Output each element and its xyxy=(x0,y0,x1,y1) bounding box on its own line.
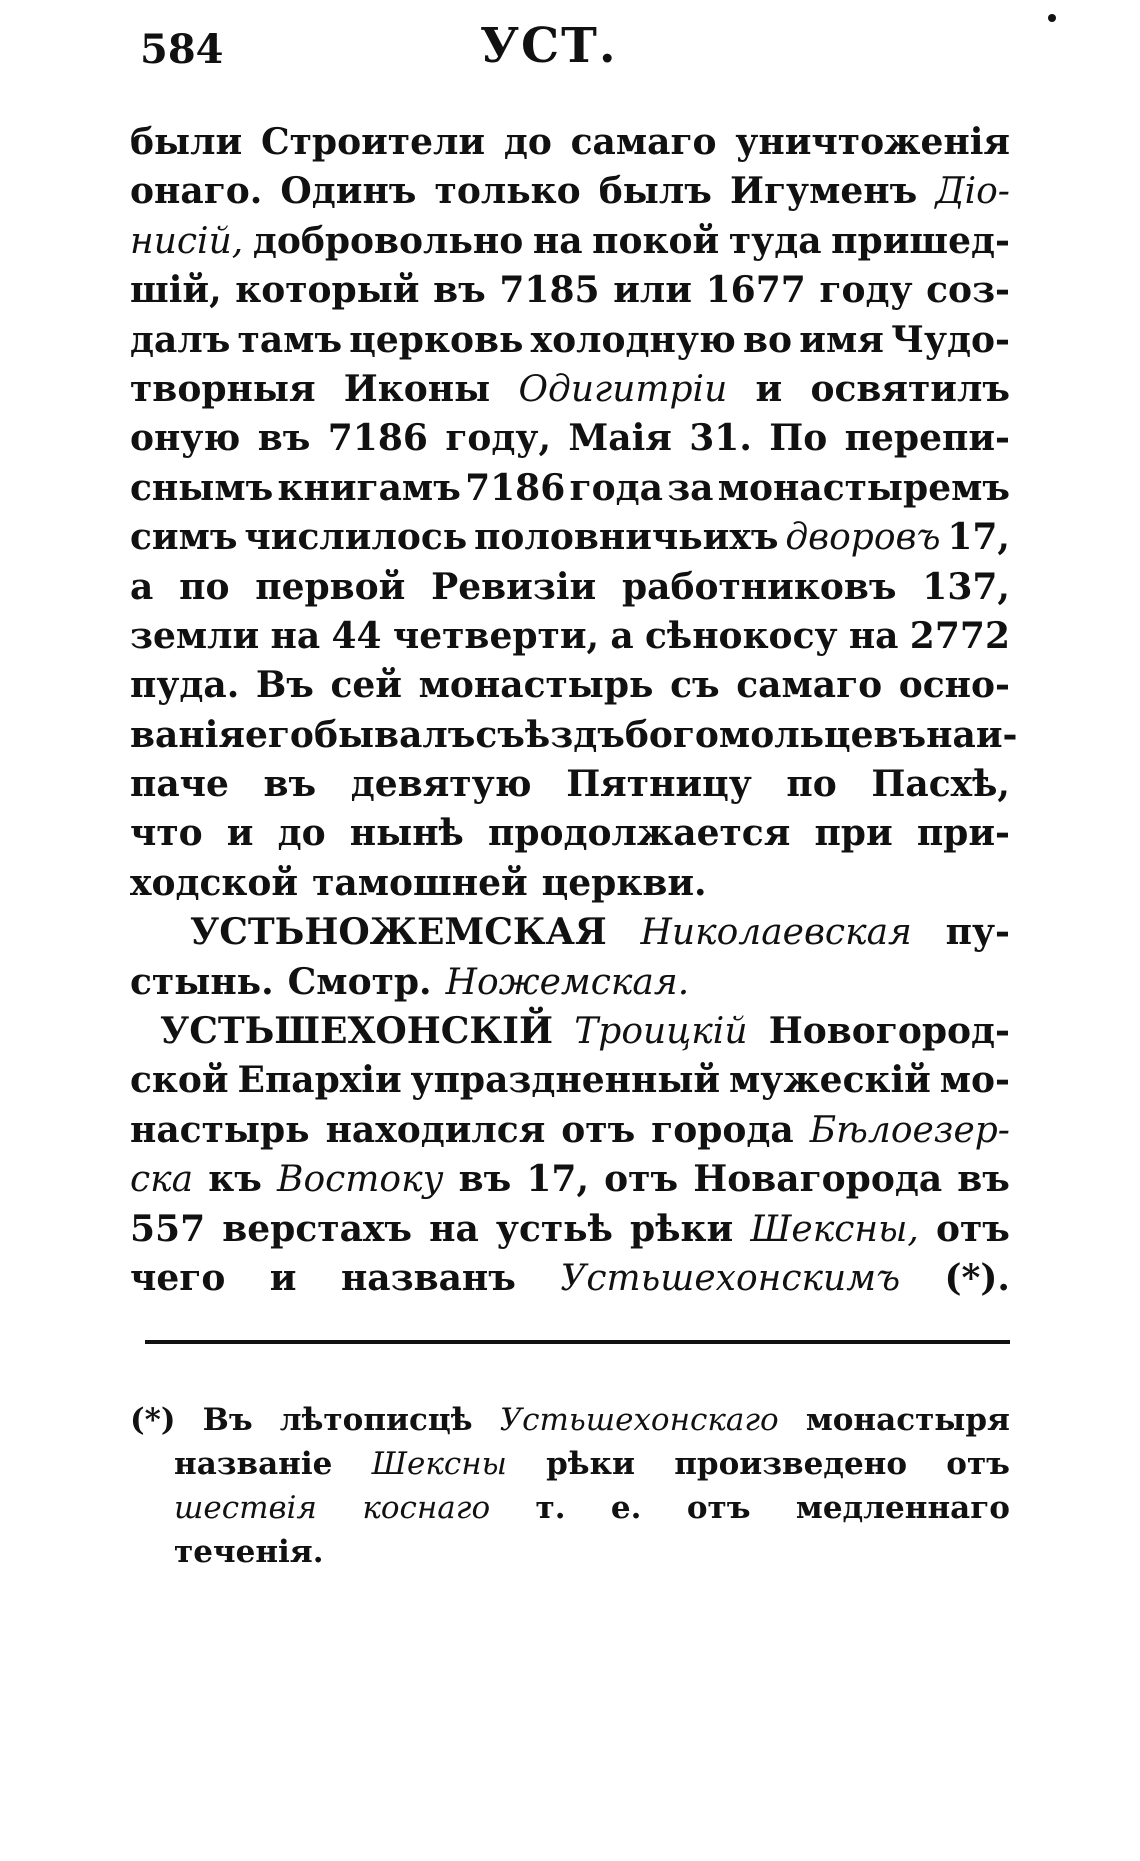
text-line-9: симъ числилось половничьихъ дворовъ 17, xyxy=(130,513,1010,562)
main-text xyxy=(130,118,1018,1303)
italic-name: Бѣлоезер- xyxy=(809,1109,1010,1151)
italic-name: Троицкій xyxy=(574,1011,748,1053)
text-line-23: 557 верстахъ на устьѣ рѣки Шексны, отъ xyxy=(130,1205,1010,1254)
italic-name: Діо- xyxy=(935,171,1010,213)
footnote-separator-rule xyxy=(145,1340,1010,1344)
text-line-2: онаго. Одинъ только былъ Игуменъ Діо- xyxy=(130,167,1010,216)
cross-reference: Ножемская. xyxy=(445,961,690,1003)
italic-name: Шексны xyxy=(371,1446,507,1482)
italic-name: ска xyxy=(130,1159,194,1201)
text-line-1: были Строители до самаго уничтоженія xyxy=(130,121,1010,163)
entry-ustnozhemskaya: УСТЬНОЖЕМСКАЯ Николаевская пу- xyxy=(130,908,1010,957)
running-head: УСТ. xyxy=(480,18,618,74)
page-header xyxy=(140,18,1010,88)
italic-word: коснаго xyxy=(362,1490,491,1526)
italic-name: Шексны, xyxy=(750,1208,919,1250)
footnote-line-1: (*) Въ лѣтописцѣ Устьшехонскаго монастыря xyxy=(130,1398,1010,1442)
footnote-line-3: шествія коснаго т. е. отъ медленнаго xyxy=(130,1486,1010,1530)
italic-name: Николаевская xyxy=(640,912,912,954)
text-line-12: пуда. Въ сей монастырь съ самаго осно- xyxy=(130,664,1010,707)
text-line-13: ванія его бывалъ съѣздъ богомольцевъ наи- xyxy=(130,713,1018,756)
footnote-line-4: теченія. xyxy=(174,1534,324,1570)
text-line-4: шій, который въ 7185 или 1677 году соз- xyxy=(130,269,1010,312)
italic-name: Одигитріи xyxy=(518,368,728,410)
text-line-21: настырь находился отъ города Бѣлоезер- xyxy=(130,1106,1010,1155)
text-line-6: творныя Иконы Одигитріи и освятилъ xyxy=(130,365,1010,414)
italic-name: Устьшехонскаго xyxy=(499,1402,779,1438)
page-number: 584 xyxy=(140,26,224,73)
text-line-10: а по первой Ревизіи работниковъ 137, xyxy=(130,565,1010,608)
entry-headword: УСТЬНОЖЕМСКАЯ xyxy=(190,911,607,954)
text-line-3: нисій, добровольно на покой туда пришед- xyxy=(130,217,1010,266)
text-line-5: далъ тамъ церковь холодную во имя Чудо- xyxy=(130,318,1010,361)
text-line-24: чего и названъ Устьшехонскимъ (*). xyxy=(130,1254,1010,1303)
footnote-line-2: названіе Шексны рѣки произведено отъ xyxy=(130,1442,1010,1486)
ink-speck xyxy=(1048,14,1056,22)
entry-headword: УСТЬШЕХОНСКІЙ xyxy=(160,1010,554,1053)
footnote xyxy=(130,1398,1010,1574)
text-line-11: земли на 44 четверти, а сѣнокосу на 2772 xyxy=(130,614,1010,657)
footnote-marker: (*). xyxy=(944,1256,1010,1299)
text-line-20: ской Епархіи упраздненный мужескій мо- xyxy=(130,1059,1010,1102)
text-line-15: что и до нынѣ продолжается при при- xyxy=(130,812,1010,855)
italic-word: дворовъ xyxy=(785,517,941,559)
text-line-22: ска къ Востоку въ 17, отъ Новагорода въ xyxy=(130,1155,1010,1204)
italic-word: Востоку xyxy=(277,1159,444,1201)
text-line-14: паче въ девятую Пятницу по Пасхѣ, xyxy=(130,763,1010,806)
text-line-7: оную въ 7186 году, Маія 31. По перепи- xyxy=(130,417,1010,460)
text-line-16: ходской тамошней церкви. xyxy=(130,861,707,904)
text-line-18: стынь. Смотр. Ножемская. xyxy=(130,958,1010,1007)
italic-word: шествія xyxy=(174,1490,317,1526)
italic-name: Устьшехонскимъ xyxy=(560,1257,901,1299)
text-line-8: снымъ книгамъ 7186 года за монастыремъ xyxy=(130,466,1010,509)
italic-name: нисій, xyxy=(130,220,244,262)
entry-ustshekhonsky: УСТЬШЕХОНСКІЙ Троицкій Новогород- xyxy=(130,1007,1010,1056)
